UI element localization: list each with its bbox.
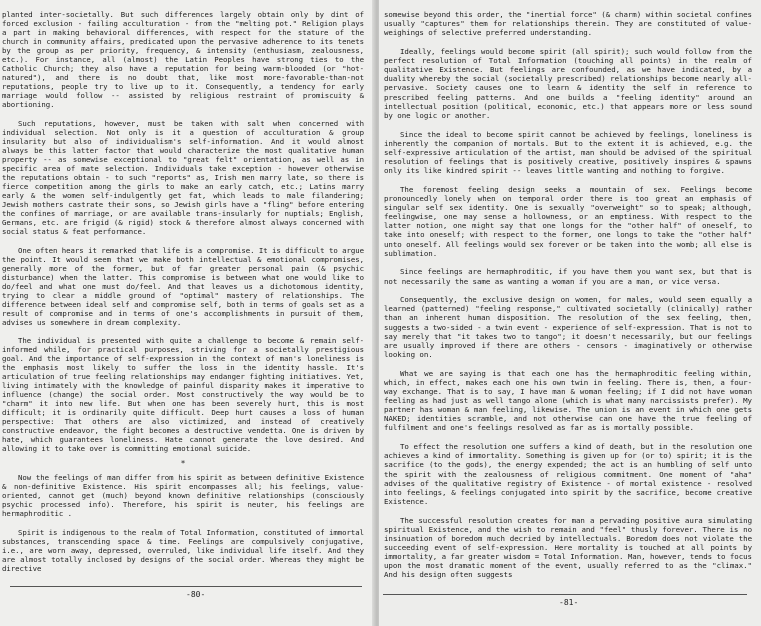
page-number: -80-: [186, 590, 206, 599]
paragraph: Such reputations, however, must be taken with salt when concerned with individual selection. Not only is it a question of acculturation & group insularity but also of individualism's self-information. And it would almost always be this latter factor that would characterize the most qualitative human property -- as somewise exceptional to "great felt" orientation, as well as in specific area of mate selection. Individuals take exception - however otherwise the reputations obtain - to such "reports" as, Irish men marry late, so there is fierce competition among the girls to make an early catch, etc.; Latins marry early & the women self-indulgently get fat, which leads to male filandering; Jewish mothers castrate their sons, so Jewish girls have a "fling" before entering the confines of marriage, or are available trans-insularly for nuptials; English, Germans, etc. are frigid (& rigid) stock & therefore almost always concerned with social status & feat performance.: [2, 118, 364, 236]
footer-rule: [383, 594, 747, 595]
paragraph: Consequently, the exclusive design on women, for males, would seem equally a learned (patterned) "feeling response," cultivated societally (clinically) rather than an inherent human disposition. The resolution of the sex feeling, then, suggests a two-sided - a twin event - experience of self-expression. That is not to say merely that "it takes two to tango"; it doesn't necessarily, but our feelings are usually improved if there are others - censors - imaginatively or otherwise looking on.: [384, 295, 752, 359]
right-page: [379, 0, 761, 626]
paragraph: Ideally, feelings would become spirit (all spirit); such would follow from the perfect resolution of Total Information (touching all points) in the realm of qualitative Existence. But feelings are confounded, as we have indicated, by a duality whereby the social (societally prescribed) relationships become nearly all-pervasive. Society causes one to learn & identity the self in reference to prescribed feeling patterns. And one builds a "feeling identity" around an intellectual position (political, economic, etc.) that appears more or less sound by one logic or another.: [384, 46, 752, 120]
left-page-text-column: [2, 10, 364, 582]
paragraph: Spirit is indigenous to the realm of Total Information, constituted of immortal substances, transcending space & time. Feelings are compulsively conjugative, i.e., are worn away, depressed, overruled, like individual life itself. And they are almost totally inclosed by designs of the social order. Whereas they might be directive: [2, 527, 364, 573]
paragraph: Now the feelings of man differ from his spirit as between definitive Existence & non-definitive Existence. His spirit encompasses all; his feelings, value-oriented, cannot get (much) beyond known definitive relationships (consciously psychic processed info). Therefore, his spirit is neuter, his feelings are hermaphroditic .: [2, 473, 364, 519]
paragraph: planted inter-societally. But such differences largely obtain only by dint of forced exclusion - failing acculturation - from the "melting pot." Religion plays a part in making behavioral differences, with respect for the stature of the church in community affairs, predicated upon the pervasive adherence to its tenets by the group as per priority, frequency, & intensity (enthusiasm, zealousness, etc.). For instance, all (almost) the Latin Peoples have strong ties to the Catholic Church; they also have a reputation for being warm-blooded (or "hot-natured"), and there is no doubt that, like most more-favorable-than-not reputations, people try to live up to it. Consequently, a tendency for early marriage would follow -- assisted by religious restraint of promiscuity & abortioning.: [2, 10, 364, 110]
paragraph: The foremost feeling design seeks a mountain of sex. Feelings become pronouncedly lonely when on temporal order there is too great an emphasis of singular self sex identity. One is sexually "overweight" so to speak; although, feelingwise, one may sense a hollowness, or an emptiness. With respect to the latter notion, one might say that one longs for the "other half" of oneself, to take into oneself; with respect to the former, one longs to take the "other half" unto oneself. All feelings would sex forever or be taken into the womb; all else is sublimation.: [384, 184, 752, 258]
paragraph: To effect the resolution one suffers a kind of death, but in the resolution one achieves a kind of immortality. Something is given up for (or to) spirit; it is the sacrifice (to the gods), the energy expended; the act is an humbling of self unto the spirit with the zealousness of religious commitment. One moment of "aha" advises of the qualitative registry of Existence - of mortal existence - resolved into feelings, & feelings conjugated into spirit by the sacrifice, become creative Existence.: [384, 442, 752, 506]
paragraph: Since the ideal to become spirit cannot be achieved by feelings, loneliness is inherently the companion of mortals. But to the extent it is achieved, e.g. the self-expressive articulation of the artist, man should be advised of the spiritual resolution of feelings that is positively creative, positively inspires & spawns only its like kindred spirit -- leaves little wanting and nothing to forgive.: [384, 129, 752, 176]
paragraph: One often hears it remarked that life is a compromise. It is difficult to argue the point. It would seem that we make both intellectual & emotional compromises, generally more of the former, but of far greater personal pain (& psychic disturbance) when the latter. This compromise is between what one would like to do/feel and what one must do/feel. And that leaves us a dichotomous identity, trying to clear a middle ground of "optimal" mastery of relationships. The difference between ideal self and compromise self, both in terms of goals set as a result of compromise and in terms of one's accomplishments in pursuit of them, advises us somewhere in dream complexity.: [2, 245, 364, 327]
page-number: -81-: [559, 598, 579, 607]
footer-rule: [10, 586, 362, 587]
paragraph: Since feelings are hermaphroditic, if you have them you want sex, but that is not necessarily the same as wanting a woman if you are a man, or vice versa.: [384, 267, 752, 286]
paragraph: somewise beyond this order, the "inertial force" (& charm) within societal confines usually "captures" them for relationships therein. They are constituted of value-weighings of selective preferred understanding.: [384, 10, 752, 38]
right-page-text-column: [384, 10, 752, 589]
left-page: [0, 0, 376, 626]
paragraph: The successful resolution creates for man a pervading positive aura simulating spiritual Existence, and the wish to remain and "feel" thusly forever. There is no insinuation of boredom much decried by intellectuals. Boredom does not violate the succeeding event of self-expression. Here mortality is touched at all points by immortality, a far greater wisdom = Total Information. Man, however, tends to focus upon the most dramatic moment of the event, usually referred to as the "climax." And his design often suggests: [384, 515, 752, 580]
paragraph: What we are saying is that each one has the hermaphroditic feeling within, which, in effect, makes each one his own twin in feeling. There is, then, a four-way exchange. That is to say, I have man & woman feeling; if I did not have woman feeling as had just as well tango alone (which is what many narcissists prefer). My partner has woman & man feeling, likewise. The union is an event in which one gets NAKED; identities scramble, and not otherwise can one have the true feeling of fulfilment and one's feelings resolved as far as is mortally possible.: [384, 368, 752, 433]
paragraph: The individual is presented with quite a challenge to become & remain self-informed while, for practical purposes, striving for a societally prestigious goal. And the importance of self-expression in the context of man's loneliness is the emphasis most likely to suffer the loss in the identity hassle. It's articulation of true feeling relationships may endanger fighting initiatives. Yet, living intimately with the knowledge of painful disparity makes it imperative to influence (change) the social order. Most constructively the way would be to "charm" it into new life. But when one has been severely hurt, this is most difficult; it is ordinarily quite difficult. Deep hurt causes a loss of human perspective: That others are also victimized, and instead of creatively constructive endeavor, the fight becomes a destructive vendetta. One is driven by hate, which guarantees loneliness. Hate cannot generate the love desired. And allowing it to take over is committing emotional suicide.: [2, 336, 364, 454]
section-separator: *: [180, 459, 186, 469]
